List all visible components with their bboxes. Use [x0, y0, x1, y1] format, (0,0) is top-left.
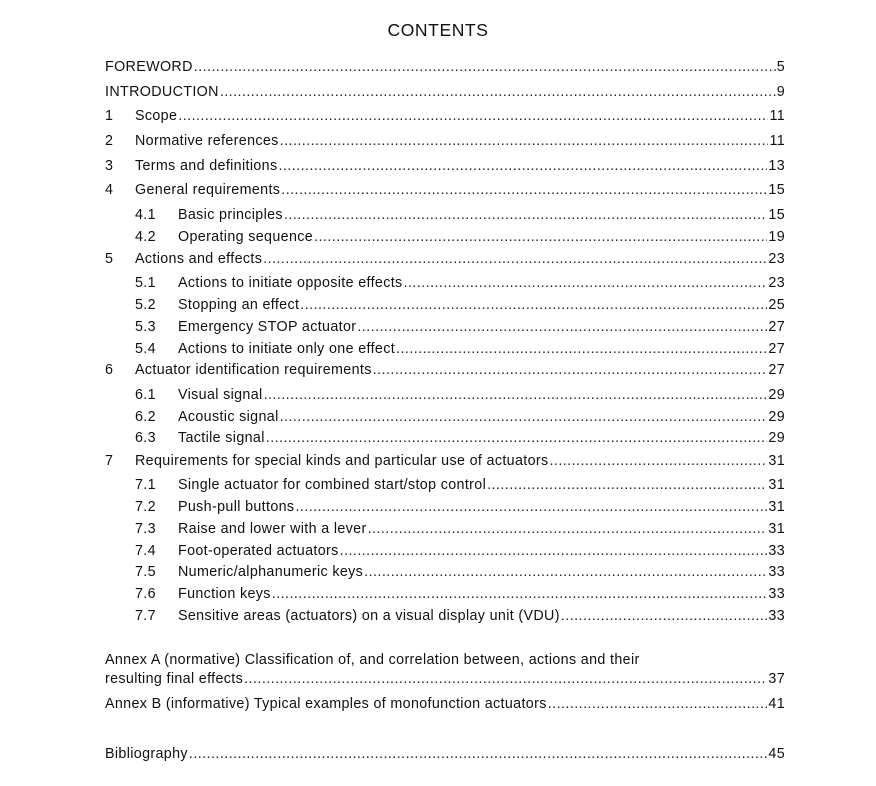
toc-entry-foreword[interactable] [105, 56, 785, 76]
leader-dots [263, 250, 767, 268]
leader-dots [364, 563, 767, 581]
leader-dots [561, 607, 768, 625]
toc-entry-number: 6.2 [135, 409, 156, 425]
toc-annex-a[interactable] [105, 668, 785, 688]
leader-dots [300, 296, 767, 314]
leader-dots [272, 585, 768, 603]
leader-dots [295, 498, 767, 516]
toc-subentry[interactable] [135, 561, 785, 581]
toc-entry-number: 5.1 [135, 275, 156, 291]
toc-subentry[interactable] [135, 496, 785, 516]
toc-entry-number: 6.3 [135, 430, 156, 446]
toc-subentry[interactable] [135, 316, 785, 336]
toc-entry-number: 4.2 [135, 229, 156, 245]
toc-entry-number: 5.4 [135, 341, 156, 357]
toc-entry-number: 4 [105, 182, 114, 198]
toc-entry[interactable] [105, 248, 785, 268]
toc-entry-page: 33 [768, 543, 785, 559]
leader-dots [280, 132, 769, 150]
toc-subentry[interactable] [135, 474, 785, 494]
leader-dots [194, 58, 776, 76]
toc-entry-number: 6.1 [135, 387, 156, 403]
leader-dots [189, 745, 768, 763]
toc-entry-title: Normative references [135, 133, 279, 149]
leader-dots [280, 408, 768, 426]
toc-entry-page: 23 [768, 275, 785, 291]
leader-dots [548, 695, 768, 713]
leader-dots [281, 181, 767, 199]
toc-entry[interactable] [105, 359, 785, 379]
toc-entry-title: Bibliography [105, 746, 188, 762]
toc-entry-page: 9 [776, 84, 785, 100]
toc-entry-title: Stopping an effect [178, 297, 300, 313]
toc-entry-page: 27 [768, 319, 785, 335]
toc-entry-number: 2 [105, 133, 114, 149]
toc-entry-page: 23 [768, 251, 785, 267]
toc-entry-title: Function keys [178, 586, 271, 602]
leader-dots [178, 107, 768, 125]
toc-entry-page: 33 [768, 608, 785, 624]
toc-entry-page: 27 [768, 341, 785, 357]
toc-entry-number: 7.6 [135, 586, 156, 602]
toc-entry-number: 3 [105, 158, 114, 174]
toc-entry-title: Actions to initiate opposite effects [178, 275, 403, 291]
toc-entry-number: 1 [105, 108, 114, 124]
toc-entry-title: Acoustic signal [178, 409, 279, 425]
toc-subentry[interactable] [135, 605, 785, 625]
toc-entry-page: 31 [768, 499, 785, 515]
toc-subentry[interactable] [135, 338, 785, 358]
toc-entry-page: 15 [768, 182, 785, 198]
toc-entry-number: 7.4 [135, 543, 156, 559]
toc-entry-number: 7.3 [135, 521, 156, 537]
leader-dots [244, 670, 767, 688]
toc-entry-title: Scope [135, 108, 178, 124]
toc-annex-a-line1[interactable]: Annex A (normative) Classification of, and correlation between, actions and their [105, 652, 640, 668]
toc-subentry[interactable] [135, 406, 785, 426]
toc-entry-page: 45 [768, 746, 785, 762]
toc-entry-number: 5.2 [135, 297, 156, 313]
toc-entry-page: 13 [768, 158, 785, 174]
toc-entry-page: 33 [768, 586, 785, 602]
leader-dots [314, 228, 767, 246]
toc-entry-page: 31 [768, 521, 785, 537]
toc-bibliography[interactable] [105, 743, 785, 763]
toc-entry-number: 5 [105, 251, 114, 267]
toc-entry-title: Single actuator for combined start/stop control [178, 477, 487, 493]
toc-entry-title: Foot-operated actuators [178, 543, 339, 559]
toc-entry-title: Tactile signal [178, 430, 265, 446]
leader-dots [284, 206, 767, 224]
toc-entry-title: Terms and definitions [135, 158, 278, 174]
toc-entry[interactable] [105, 105, 785, 125]
toc-entry-page: 37 [768, 671, 785, 687]
toc-entry-number: 4.1 [135, 207, 156, 223]
toc-entry-page: 5 [776, 59, 785, 75]
toc-annex-b[interactable] [105, 693, 785, 713]
leader-dots [220, 83, 776, 101]
toc-entry[interactable] [105, 155, 785, 175]
toc-subentry[interactable] [135, 226, 785, 246]
toc-entry-title: Requirements for special kinds and particular use of actuators [135, 453, 549, 469]
toc-entry-title: Emergency STOP actuator [178, 319, 357, 335]
toc-entry-title: Operating sequence [178, 229, 314, 245]
toc-entry-page: 29 [768, 409, 785, 425]
toc-subentry[interactable] [135, 384, 785, 404]
toc-entry-number: 7.2 [135, 499, 156, 515]
leader-dots [264, 386, 768, 404]
toc-entry-number: 5.3 [135, 319, 156, 335]
toc-entry-title: INTRODUCTION [105, 84, 219, 100]
toc-entry-title: resulting final effects [105, 671, 244, 687]
toc-subentry[interactable] [135, 540, 785, 560]
toc-subentry[interactable] [135, 583, 785, 603]
leader-dots [404, 274, 768, 292]
toc-entry-page: 11 [769, 133, 785, 149]
toc-entry[interactable] [105, 130, 785, 150]
leader-dots [487, 476, 767, 494]
toc-entry-title: Annex B (informative) Typical examples of monofunction actuators [105, 696, 547, 712]
leader-dots [278, 157, 767, 175]
toc-subentry[interactable] [135, 294, 785, 314]
leader-dots [340, 542, 768, 560]
leader-dots [368, 520, 768, 538]
leader-dots [357, 318, 767, 336]
toc-entry-page: 29 [768, 387, 785, 403]
toc-subentry[interactable] [135, 204, 785, 224]
toc-entry-title: Actuator identification requirements [135, 362, 372, 378]
toc-entry-page: 19 [768, 229, 785, 245]
toc-entry-title: FOREWORD [105, 59, 193, 75]
toc-entry-title: Push-pull buttons [178, 499, 295, 515]
toc-subentry[interactable] [135, 272, 785, 292]
toc-entry-page: 31 [768, 477, 785, 493]
leader-dots [396, 340, 767, 358]
toc-entry[interactable] [105, 450, 785, 470]
toc-entry[interactable] [105, 179, 785, 199]
toc-entry-title: Raise and lower with a lever [178, 521, 367, 537]
toc-entry-number: 7 [105, 453, 114, 469]
leader-dots [266, 429, 768, 447]
toc-entry-page: 33 [768, 564, 785, 580]
toc-entry-title: Sensitive areas (actuators) on a visual display unit (VDU) [178, 608, 560, 624]
leader-dots [373, 361, 768, 379]
toc-entry-title: Actions to initiate only one effect [178, 341, 396, 357]
toc-entry-page: 41 [768, 696, 785, 712]
toc-subentry[interactable] [135, 518, 785, 538]
toc-entry-number: 7.7 [135, 608, 156, 624]
toc-entry-page: 25 [768, 297, 785, 313]
toc-entry-page: 15 [768, 207, 785, 223]
toc-entry-page: 27 [768, 362, 785, 378]
toc-entry-number: 7.1 [135, 477, 156, 493]
toc-entry-introduction[interactable] [105, 81, 785, 101]
toc-entry-title: Numeric/alphanumeric keys [178, 564, 364, 580]
toc-entry-page: 11 [769, 108, 785, 124]
leader-dots [549, 452, 767, 470]
toc-entry-title: Actions and effects [135, 251, 263, 267]
toc-entry-page: 31 [768, 453, 785, 469]
toc-subentry[interactable] [135, 427, 785, 447]
page-title: CONTENTS [387, 20, 489, 40]
toc-entry-title: General requirements [135, 182, 281, 198]
toc-entry-number: 7.5 [135, 564, 156, 580]
toc-entry-page: 29 [768, 430, 785, 446]
toc-entry-title: Basic principles [178, 207, 283, 223]
toc-entry-number: 6 [105, 362, 114, 378]
toc-entry-title: Visual signal [178, 387, 263, 403]
